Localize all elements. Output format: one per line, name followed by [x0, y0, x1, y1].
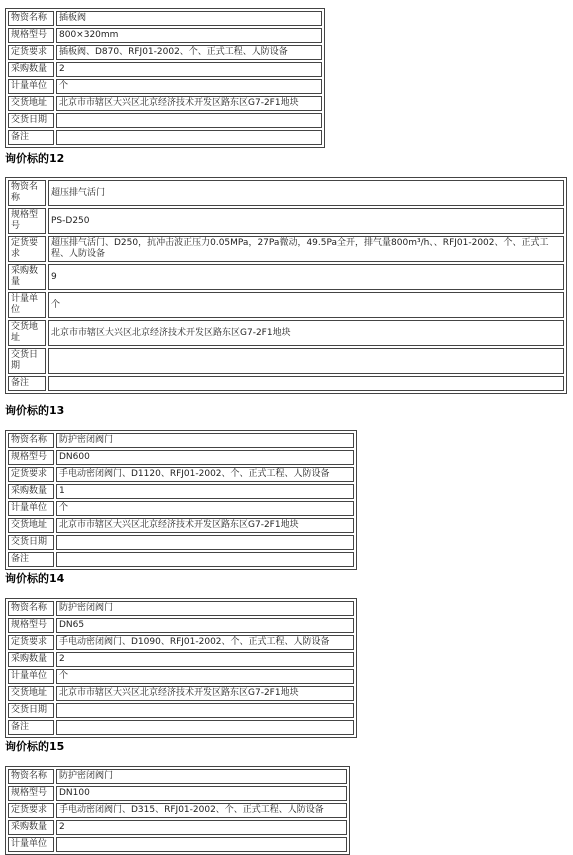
row-value	[56, 113, 322, 128]
row-value: 北京市市辖区大兴区北京经济技术开发区路东区G7-2F1地块	[56, 686, 354, 701]
row-label: 规格型号	[8, 450, 54, 465]
row-value: 个	[56, 79, 322, 94]
row-value: 个	[48, 292, 564, 318]
row-label: 物资名称	[8, 433, 54, 448]
row-label: 交货地址	[8, 96, 54, 111]
inquiry-block-12	[5, 177, 567, 394]
table-row	[8, 518, 354, 533]
table-row	[8, 45, 322, 60]
table-row	[8, 264, 564, 290]
row-value: 插板阀、D870、RFJ01-2002、个、正式工程、人防设备	[56, 45, 322, 60]
row-value	[48, 348, 564, 374]
row-value	[56, 720, 354, 735]
inquiry-table	[5, 598, 357, 738]
row-value: 2	[56, 62, 322, 77]
table-row	[8, 130, 322, 145]
row-label: 规格型号	[8, 28, 54, 43]
row-value: 防护密闭阀门	[56, 433, 354, 448]
row-label: 备注	[8, 720, 54, 735]
row-label: 定货要求	[8, 45, 54, 60]
row-label: 定货要求	[8, 236, 46, 262]
row-value: 个	[56, 669, 354, 684]
row-value: 个	[56, 501, 354, 516]
row-value: 2	[56, 652, 354, 667]
inquiry-block-13	[5, 430, 357, 570]
row-label: 物资名称	[8, 769, 54, 784]
table-row	[8, 769, 347, 784]
inquiry-table	[5, 8, 325, 148]
row-value: 插板阀	[56, 11, 322, 26]
row-value	[48, 376, 564, 391]
table-row	[8, 348, 564, 374]
row-label: 规格型号	[8, 208, 46, 234]
row-label: 交货日期	[8, 348, 46, 374]
row-value: 防护密闭阀门	[56, 769, 347, 784]
row-value: 9	[48, 264, 564, 290]
row-value	[56, 552, 354, 567]
inquiry-table	[5, 430, 357, 570]
table-row	[8, 236, 564, 262]
table-row	[8, 669, 354, 684]
table-row	[8, 113, 322, 128]
table-row	[8, 180, 564, 206]
row-label: 规格型号	[8, 618, 54, 633]
row-label: 备注	[8, 130, 54, 145]
row-label: 定货要求	[8, 803, 54, 818]
table-row	[8, 720, 354, 735]
table-row	[8, 11, 322, 26]
row-value: DN65	[56, 618, 354, 633]
table-row	[8, 320, 564, 346]
row-label: 交货日期	[8, 535, 54, 550]
row-value: 手电动密闭阀门、D1090、RFJ01-2002、个、正式工程、人防设备	[56, 635, 354, 650]
row-value: 超压排气活门	[48, 180, 564, 206]
row-label: 计量单位	[8, 669, 54, 684]
inquiry-heading: 询价标的15	[5, 740, 65, 753]
row-value	[56, 837, 347, 852]
table-row	[8, 467, 354, 482]
row-value: 800×320mm	[56, 28, 322, 43]
table-row	[8, 618, 354, 633]
row-label: 交货日期	[8, 703, 54, 718]
row-value: 手电动密闭阀门、D315、RFJ01-2002、个、正式工程、人防设备	[56, 803, 347, 818]
table-row	[8, 703, 354, 718]
table-row	[8, 786, 347, 801]
row-value	[56, 130, 322, 145]
row-label: 交货地址	[8, 320, 46, 346]
row-label: 采购数量	[8, 264, 46, 290]
inquiry-block-15	[5, 766, 350, 855]
row-label: 采购数量	[8, 652, 54, 667]
row-label: 计量单位	[8, 79, 54, 94]
table-row	[8, 501, 354, 516]
row-value: 超压排气活门、D250，抗冲击波正压力0.05MPa，27Pa微动，49.5Pa全开，排气量800m³/h、、RFJ01-2002、个、正式工程、人防设备	[48, 236, 564, 262]
table-row	[8, 803, 347, 818]
table-row	[8, 96, 322, 111]
row-label: 采购数量	[8, 820, 54, 835]
row-label: 计量单位	[8, 837, 54, 852]
table-row	[8, 433, 354, 448]
inquiry-heading: 询价标的13	[5, 404, 65, 417]
row-label: 计量单位	[8, 501, 54, 516]
table-row	[8, 79, 322, 94]
row-value	[56, 535, 354, 550]
row-value: 北京市市辖区大兴区北京经济技术开发区路东区G7-2F1地块	[48, 320, 564, 346]
row-value	[56, 703, 354, 718]
row-value: 手电动密闭阀门、D1120、RFJ01-2002、个、正式工程、人防设备	[56, 467, 354, 482]
row-label: 采购数量	[8, 62, 54, 77]
row-value: 1	[56, 484, 354, 499]
table-row	[8, 837, 347, 852]
inquiry-block-14	[5, 598, 357, 738]
table-row	[8, 62, 322, 77]
row-label: 计量单位	[8, 292, 46, 318]
row-value: DN600	[56, 450, 354, 465]
row-label: 规格型号	[8, 786, 54, 801]
table-row	[8, 601, 354, 616]
row-label: 交货日期	[8, 113, 54, 128]
table-row	[8, 28, 322, 43]
table-row	[8, 820, 347, 835]
row-value: 防护密闭阀门	[56, 601, 354, 616]
row-label: 采购数量	[8, 484, 54, 499]
table-row	[8, 208, 564, 234]
row-label: 物资名称	[8, 601, 54, 616]
inquiry-table	[5, 766, 350, 855]
table-row	[8, 292, 564, 318]
inquiry-heading: 询价标的12	[5, 152, 65, 165]
inquiry-heading: 询价标的14	[5, 572, 65, 585]
inquiry-table	[5, 177, 567, 394]
row-value: PS-D250	[48, 208, 564, 234]
table-row	[8, 535, 354, 550]
table-row	[8, 484, 354, 499]
row-label: 物资名称	[8, 180, 46, 206]
table-row	[8, 652, 354, 667]
row-label: 交货地址	[8, 686, 54, 701]
row-label: 交货地址	[8, 518, 54, 533]
table-row	[8, 450, 354, 465]
row-value: 北京市市辖区大兴区北京经济技术开发区路东区G7-2F1地块	[56, 518, 354, 533]
row-label: 备注	[8, 552, 54, 567]
row-value: DN100	[56, 786, 347, 801]
row-value: 2	[56, 820, 347, 835]
table-row	[8, 686, 354, 701]
row-label: 物资名称	[8, 11, 54, 26]
table-row	[8, 376, 564, 391]
row-label: 备注	[8, 376, 46, 391]
table-row	[8, 552, 354, 567]
row-label: 定货要求	[8, 635, 54, 650]
row-label: 定货要求	[8, 467, 54, 482]
table-row	[8, 635, 354, 650]
inquiry-block-11	[5, 8, 325, 148]
row-value: 北京市市辖区大兴区北京经济技术开发区路东区G7-2F1地块	[56, 96, 322, 111]
